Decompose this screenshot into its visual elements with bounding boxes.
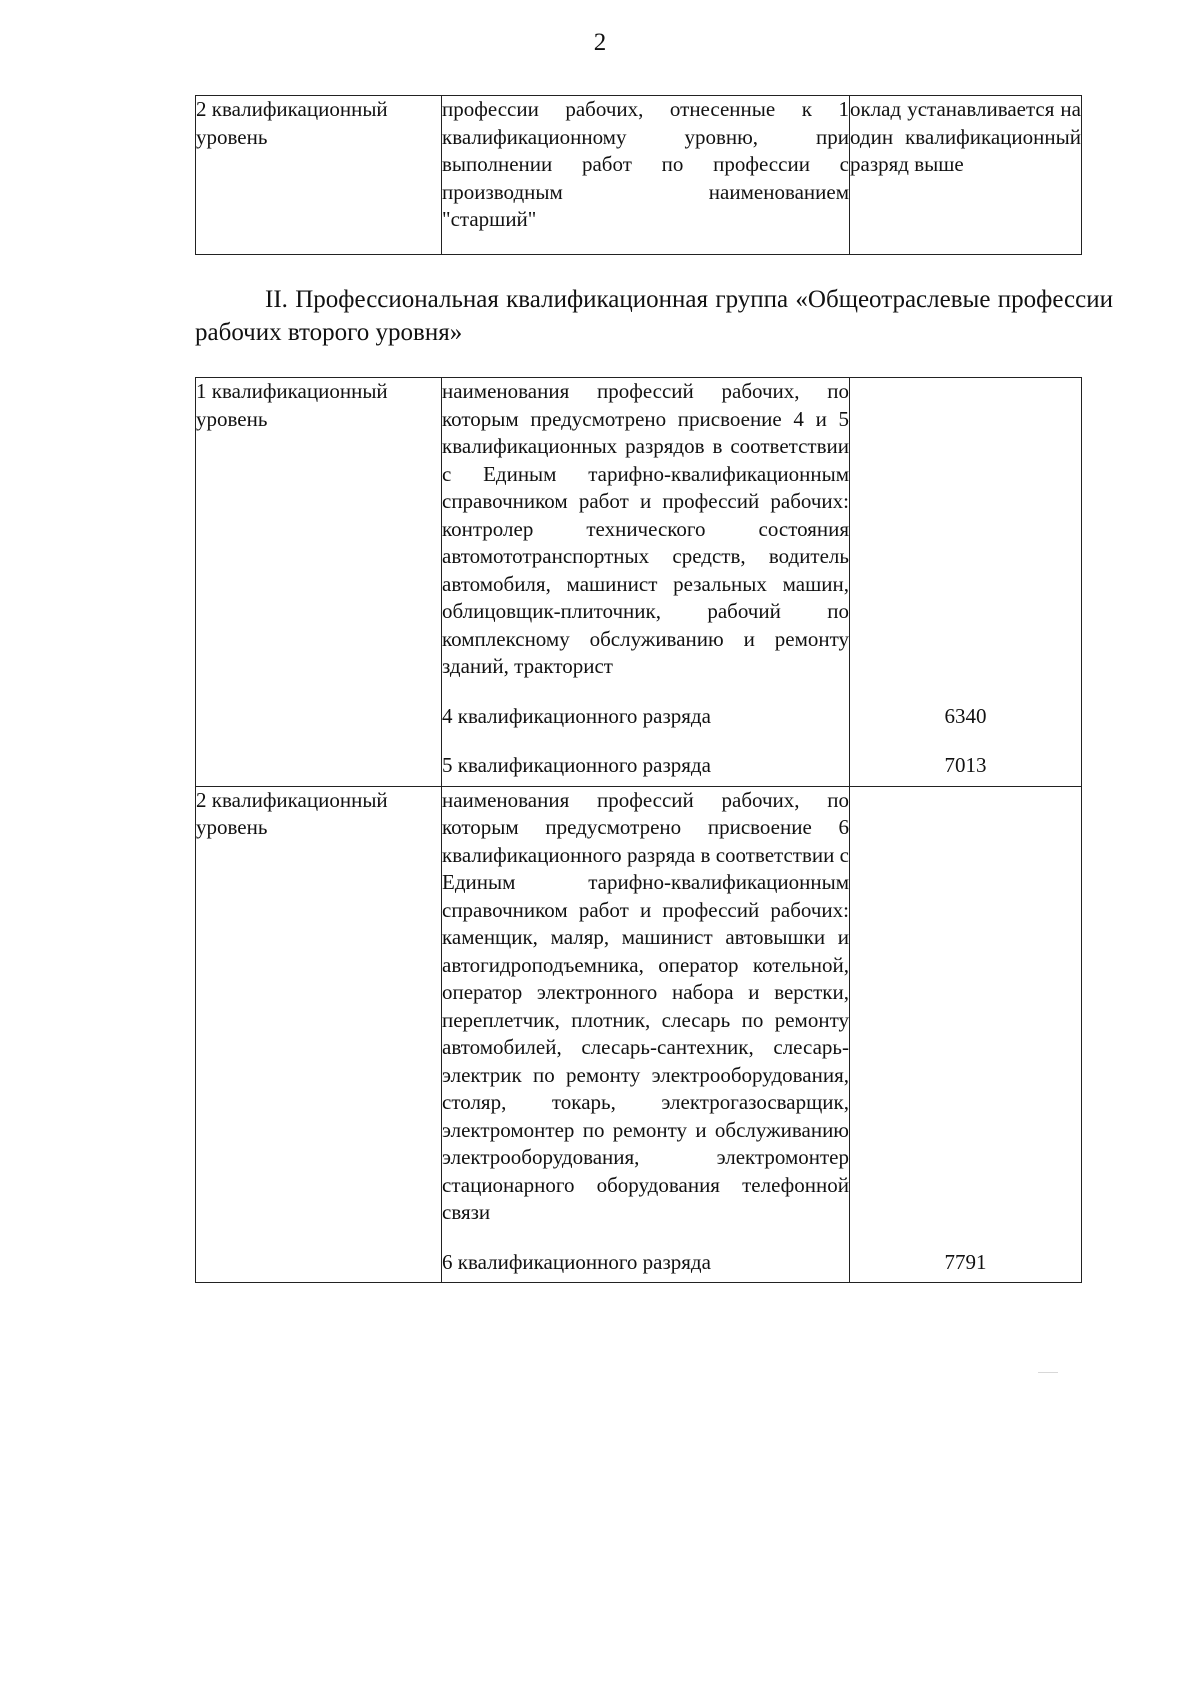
- qualification-level: 2 квалификационный уровень: [196, 787, 388, 839]
- professions-text: профессии рабочих, отнесенные к 1 квалификационному уровню, при выполнении работ по профессии с производным наименованием: [442, 97, 849, 204]
- salary-rule: оклад устанавливается на один квалификационный разряд выше: [850, 97, 1081, 176]
- table-row: [196, 378, 1082, 787]
- professions-description: наименования профессий рабочих, по которым предусмотрено присвоение 4 и 5 квалификационных разрядов в соответствии с Единым тарифно-квалификационным справочником работ и профессий рабочих: контролер технического состояния автомототранспортных средств, водитель автомобиля, машинист резальных машин, облицовщик-плиточник, рабочий по комплексному обслуживанию и ремонту зданий, тракторист: [442, 379, 849, 678]
- professions-cell: [442, 378, 850, 787]
- table-row: [196, 96, 1082, 255]
- qualification-level-cell: [196, 786, 442, 1283]
- professions-cell: [442, 96, 850, 255]
- grade-label: 5 квалификационного разряда: [442, 753, 711, 777]
- grade-label: 6 квалификационного разряда: [442, 1249, 711, 1274]
- scan-artifact: [1038, 1372, 1058, 1373]
- professions-text-end: "старший": [442, 207, 537, 231]
- qualification-level: 2 квалификационный уровень: [196, 97, 388, 149]
- page-number: 2: [593, 29, 607, 56]
- professions-description: наименования профессий рабочих, по которым предусмотрено присвоение 6 квалификационного разряда в соответствии с Единым тарифно-квалификационным справочником работ и профессий рабочих: каменщик, маляр, машинист автовышки и автогидроподъемника, оператор котельной, оператор электронного набора и верстки, переплетчик, плотник, слесарь по ремонту автомобилей, слесарь-сантехник, слесарь-электрик по ремонту электрооборудования, столяр, токарь, электрогазосварщик, электромонтер по ремонту и обслуживанию электрооборудования, электромонтер стационарного оборудования телефонной связи: [442, 787, 849, 1224]
- professions-cell: [442, 786, 850, 1283]
- qualification-level-cell: [196, 96, 442, 255]
- continuation-table: [195, 95, 1082, 255]
- section-heading: II. Профессиональная квалификационная группа «Общеотраслевые профессии рабочих второго уровня»: [195, 286, 1113, 346]
- qualification-level-cell: [196, 378, 442, 787]
- salary-value: 7791: [944, 1249, 987, 1274]
- salary-values-cell: [850, 786, 1082, 1283]
- salary-value: 7013: [944, 753, 987, 777]
- grade-label: 4 квалификационного разряда: [442, 703, 711, 728]
- table-row: [196, 786, 1082, 1283]
- salary-values-cell: [850, 378, 1082, 787]
- qualification-level: 1 квалификационный уровень: [196, 379, 388, 431]
- salary-rule-cell: [850, 96, 1082, 255]
- qualification-table: [195, 377, 1082, 1283]
- salary-value: 6340: [944, 703, 987, 728]
